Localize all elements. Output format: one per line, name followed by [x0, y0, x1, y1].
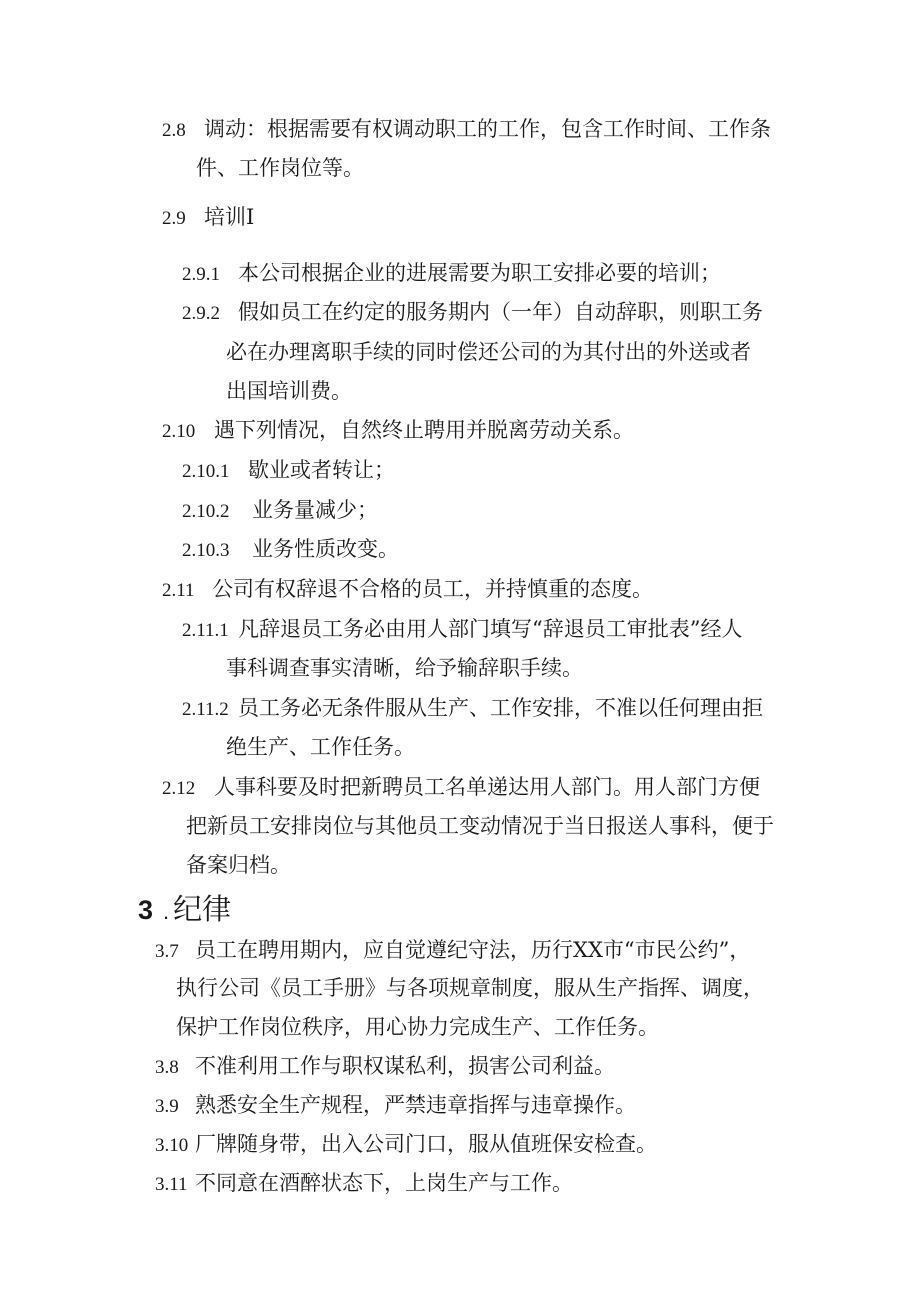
clause-text: 保护工作岗位秩序，用心协力完成生产、工作任务。: [176, 1015, 659, 1039]
clause-text: 业务量减少；: [252, 498, 378, 522]
section-dot: .: [163, 899, 170, 924]
clause-3-10: [155, 1129, 657, 1161]
clause-2-10-2: [182, 495, 378, 527]
clause-3-7-line-3: [176, 1012, 659, 1042]
clause-text: 假如员工在约定的服务期内（一年）自动辞职，则职工务: [238, 300, 763, 324]
clause-text: 事科调查事实清晰，给予输辞职手续。: [226, 656, 583, 680]
clause-2-9: [162, 202, 254, 234]
clause-number: 2.9.1: [182, 264, 220, 285]
clause-text: 不同意在酒醉状态下，上岗生产与工作。: [195, 1171, 573, 1195]
clause-number: 2.10.1: [182, 461, 230, 482]
clause-number: 3.9: [155, 1096, 179, 1117]
clause-number: 2.11.1: [182, 620, 229, 641]
clause-number: 2.8: [162, 120, 186, 141]
clause-2-9-2-line-2: [226, 337, 751, 367]
clause-3-11: [155, 1168, 573, 1200]
clause-text: 员工在聘用期内，应自觉遵纪守法，历行XX市“市民公约”，: [195, 938, 751, 962]
clause-2-10-1: [182, 455, 395, 487]
clause-3-9: [155, 1090, 636, 1122]
clause-text: 本公司根据企业的进展需要为职工安排必要的培训；: [238, 261, 721, 285]
clause-2-11: [162, 574, 653, 606]
clause-text: 员工务必无条件服从生产、工作安排，不准以任何理由拒: [238, 696, 763, 720]
clause-text: 遇下列情况，自然终止聘用并脱离劳动关系。: [214, 418, 634, 442]
clause-2-11-2-line-2: [226, 732, 415, 762]
clause-number: 2.12: [162, 778, 196, 799]
clause-text: 不准利用工作与职权谋私利，损害公司利益。: [195, 1054, 615, 1078]
clause-text: 公司有权辞退不合格的员工，并持慎重的态度。: [212, 577, 653, 601]
clause-2-9-1: [182, 258, 721, 290]
clause-text: 培训I: [204, 205, 255, 229]
clause-3-8: [155, 1051, 615, 1083]
clause-text: 件、工作岗位等。: [196, 156, 364, 180]
clause-2-10-3: [182, 534, 399, 566]
clause-text: 必在办理离职手续的同时偿还公司的为其付出的外送或者: [226, 340, 751, 364]
section-title: 纪律: [173, 892, 232, 926]
clause-number: 2.10.2: [182, 501, 230, 522]
clause-number: 2.9.2: [182, 303, 220, 324]
clause-text: 出国培训费。: [226, 379, 352, 403]
clause-2-10: [162, 415, 634, 447]
clause-number: 2.11: [162, 580, 195, 601]
clause-2-8-line-1: [162, 114, 771, 146]
clause-text: 厂牌随身带，出入公司门口，服从值班保安检查。: [195, 1132, 657, 1156]
clause-text: 凡辞退员工务必由用人部门填写“辞退员工审批表”经人: [238, 617, 743, 641]
clause-text: 绝生产、工作任务。: [226, 735, 415, 759]
clause-text: 熟悉安全生产规程，严禁违章指挥与违章操作。: [195, 1093, 636, 1117]
clause-2-11-1-line-2: [226, 653, 583, 683]
clause-text: 备案归档。: [186, 853, 291, 877]
clause-number: 3.8: [155, 1057, 179, 1078]
section-number: 3: [138, 895, 154, 925]
clause-number: 3.7: [155, 941, 179, 962]
clause-text: 歇业或者转让；: [248, 458, 395, 482]
clause-2-11-2-line-1: [182, 693, 763, 725]
clause-text: 执行公司《员工手册》与各项规章制度，服从生产指挥、调度，: [176, 976, 764, 1000]
clause-number: 2.10.3: [182, 540, 230, 561]
clause-3-7-line-1: [155, 935, 750, 967]
clause-3-7-line-2: [176, 973, 764, 1003]
clause-text: 把新员工安排岗位与其他员工变动情况于当日报送人事科，便于: [186, 814, 774, 838]
clause-number: 3.11: [155, 1174, 188, 1195]
clause-text: 人事科要及时把新聘员工名单递达用人部门。用人部门方便: [214, 775, 760, 799]
clause-2-12-line-1: [162, 772, 760, 804]
clause-2-9-2-line-3: [226, 376, 352, 406]
clause-2-12-line-3: [186, 850, 291, 880]
clause-number: 3.10: [155, 1135, 189, 1156]
clause-text: 调动：根据需要有权调动职工的工作，包含工作时间、工作条: [204, 117, 771, 141]
clause-text: 业务性质改变。: [252, 537, 399, 561]
clause-2-12-line-2: [186, 811, 774, 841]
clause-2-11-1-line-1: [182, 614, 742, 646]
section-3-heading: [138, 889, 231, 932]
clause-2-9-2-line-1: [182, 297, 763, 329]
clause-number: 2.10: [162, 421, 196, 442]
clause-2-8-line-2: [196, 153, 364, 183]
clause-number: 2.9: [162, 208, 186, 229]
clause-number: 2.11.2: [182, 699, 229, 720]
